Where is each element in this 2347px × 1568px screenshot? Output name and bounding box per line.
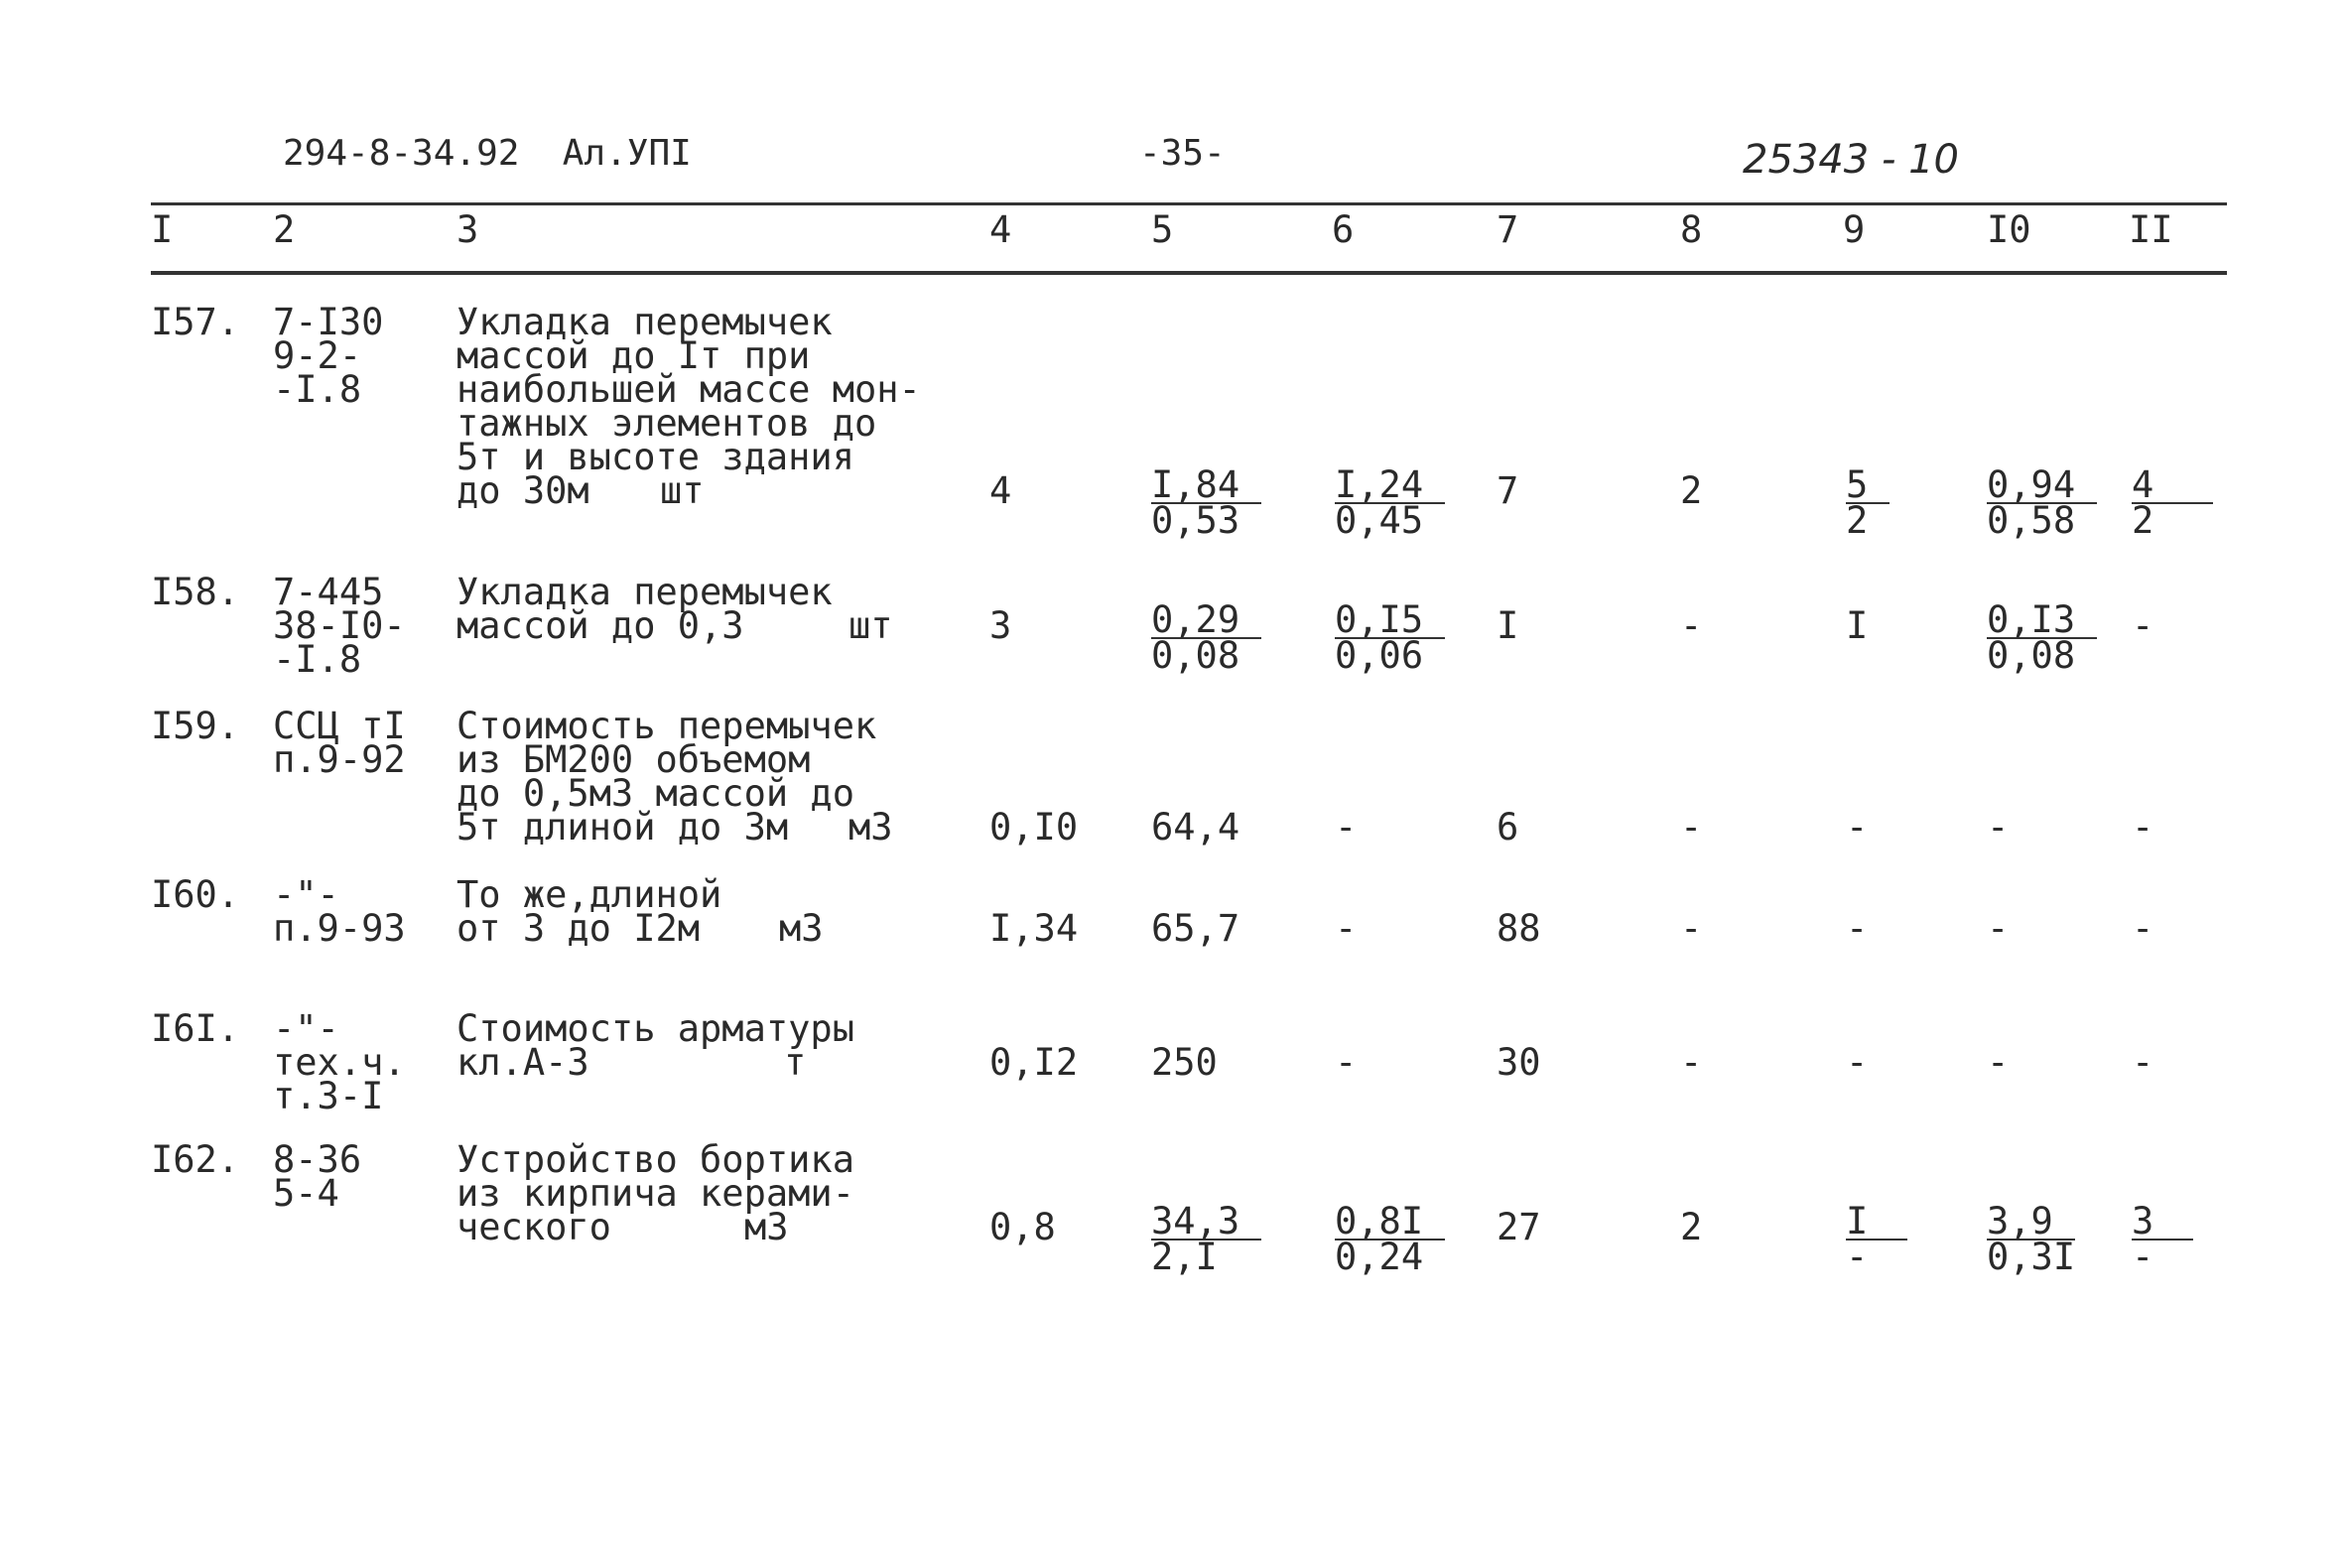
cell-c11: - xyxy=(2132,806,2154,849)
column-header: 4 xyxy=(989,208,1012,251)
row-number: I57. xyxy=(151,301,240,343)
cell-c9: I xyxy=(1846,604,1869,647)
row-number: I62. xyxy=(151,1138,240,1181)
fraction-numerator: 0,I5 xyxy=(1335,603,1445,639)
cell-c11-fraction xyxy=(2132,463,2213,542)
row-number: I58. xyxy=(151,571,240,613)
row-unit: т xyxy=(784,1041,807,1084)
fraction-numerator: 4 xyxy=(2132,468,2213,504)
row-description: То же,длиной от 3 до I2м xyxy=(456,873,722,950)
cell-c7: 6 xyxy=(1497,806,1519,849)
fraction-numerator: 0,94 xyxy=(1987,468,2097,504)
fraction-numerator: 0,I3 xyxy=(1987,603,2097,639)
table-header-rule xyxy=(151,271,2227,275)
cell-c11: - xyxy=(2132,907,2154,950)
row-unit: м3 xyxy=(744,1206,789,1248)
fraction-denominator: 0,53 xyxy=(1151,499,1240,542)
cell-c11: - xyxy=(2132,1041,2154,1084)
column-header: II xyxy=(2129,208,2173,251)
row-unit: м3 xyxy=(779,907,824,950)
cell-c10-fraction xyxy=(1987,463,2097,542)
row-description: Стоимость перемычек из БМ200 объемом до 0,5м3 массой до 5т длиной до 3м xyxy=(456,705,877,849)
fraction-denominator: 0,08 xyxy=(1987,634,2076,677)
row-number: I60. xyxy=(151,873,240,916)
cell-c5: 65,7 xyxy=(1151,907,1240,950)
fraction-numerator: I xyxy=(1846,1205,1907,1241)
cell-c8: 2 xyxy=(1680,1206,1703,1248)
cell-c10: - xyxy=(1987,806,2010,849)
fraction-denominator: - xyxy=(1846,1236,1869,1278)
cell-c7: 7 xyxy=(1497,469,1519,512)
fraction-denominator: 0,06 xyxy=(1335,634,1424,677)
fraction-denominator: 0,58 xyxy=(1987,499,2076,542)
fraction-denominator: 0,3I xyxy=(1987,1236,2076,1278)
cell-c7: I xyxy=(1497,604,1519,647)
column-header: 5 xyxy=(1151,208,1174,251)
cell-c5-fraction xyxy=(1151,1200,1261,1278)
cell-c6-fraction xyxy=(1335,598,1445,677)
column-header: I xyxy=(151,208,174,251)
cell-c8: - xyxy=(1680,1041,1703,1084)
row-code: ССЦ тI п.9-92 xyxy=(273,705,406,781)
cell-c6-fraction xyxy=(1335,1200,1445,1278)
cell-c10: - xyxy=(1987,1041,2010,1084)
fraction-numerator: I,24 xyxy=(1335,468,1445,504)
row-unit: м3 xyxy=(848,806,893,849)
fraction-numerator: 3 xyxy=(2132,1205,2193,1241)
column-header: 6 xyxy=(1332,208,1355,251)
table-top-rule xyxy=(151,202,2227,205)
page-number: -35- xyxy=(1139,133,1226,174)
cell-c10-fraction xyxy=(1987,1200,2076,1278)
row-description: Укладка перемычек массой до Iт при наибольшей массе мон- тажных элементов до 5т и высоте здания до 30м xyxy=(456,301,921,512)
cell-c4: I,34 xyxy=(989,907,1079,950)
row-description: Устройство бортика из кирпича керами- ческого xyxy=(456,1138,854,1248)
column-header: I0 xyxy=(1987,208,2031,251)
cell-c8: - xyxy=(1680,907,1703,950)
cell-c8: - xyxy=(1680,604,1703,647)
cell-c6: - xyxy=(1335,806,1358,849)
handwritten-number: 25343 - 10 xyxy=(1743,137,1960,183)
row-code: 8-36 5-4 xyxy=(273,1138,362,1215)
column-header: 8 xyxy=(1680,208,1703,251)
row-code: -"- п.9-93 xyxy=(273,873,406,950)
fraction-denominator: 2,I xyxy=(1151,1236,1218,1278)
cell-c11-fraction xyxy=(2132,1200,2193,1278)
cell-c4: 0,I2 xyxy=(989,1041,1079,1084)
fraction-denominator: 0,08 xyxy=(1151,634,1240,677)
cell-c4: 3 xyxy=(989,604,1012,647)
cell-c8: 2 xyxy=(1680,469,1703,512)
cell-c4: 4 xyxy=(989,469,1012,512)
cell-c10-fraction xyxy=(1987,598,2097,677)
fraction-numerator: I,84 xyxy=(1151,468,1261,504)
row-number: I6I. xyxy=(151,1007,240,1050)
fraction-numerator: 3,9 xyxy=(1987,1205,2075,1241)
fraction-denominator: 2 xyxy=(1846,499,1869,542)
cell-c4: 0,I0 xyxy=(989,806,1079,849)
cell-c5-fraction xyxy=(1151,463,1261,542)
cell-c8: - xyxy=(1680,806,1703,849)
cell-c5-fraction xyxy=(1151,598,1261,677)
cell-c9-fraction xyxy=(1846,1200,1907,1278)
column-header: 3 xyxy=(456,208,479,251)
cell-c11: - xyxy=(2132,604,2154,647)
cell-c9: - xyxy=(1846,907,1869,950)
row-unit: шт xyxy=(660,469,705,512)
cell-c7: 30 xyxy=(1497,1041,1541,1084)
document-code: 294-8-34.92 Ал.УПI xyxy=(283,133,692,174)
cell-c10: - xyxy=(1987,907,2010,950)
fraction-numerator: 0,29 xyxy=(1151,603,1261,639)
fraction-numerator: 5 xyxy=(1846,468,1890,504)
cell-c5: 64,4 xyxy=(1151,806,1240,849)
row-unit: шт xyxy=(848,604,893,647)
cell-c7: 27 xyxy=(1497,1206,1541,1248)
row-code: 7-445 38-I0- -I.8 xyxy=(273,571,406,681)
cell-c6: - xyxy=(1335,1041,1358,1084)
cell-c6: - xyxy=(1335,907,1358,950)
row-number: I59. xyxy=(151,705,240,747)
cell-c7: 88 xyxy=(1497,907,1541,950)
cell-c5: 250 xyxy=(1151,1041,1218,1084)
cell-c4: 0,8 xyxy=(989,1206,1056,1248)
fraction-denominator: 2 xyxy=(2132,499,2154,542)
cell-c9-fraction xyxy=(1846,463,1890,542)
cell-c9: - xyxy=(1846,1041,1869,1084)
row-description: Стоимость арматуры кл.А-3 xyxy=(456,1007,854,1084)
fraction-denominator: 0,45 xyxy=(1335,499,1424,542)
row-description: Укладка перемычек массой до 0,3 xyxy=(456,571,833,647)
column-header: 7 xyxy=(1497,208,1519,251)
cell-c9: - xyxy=(1846,806,1869,849)
fraction-denominator: - xyxy=(2132,1236,2154,1278)
fraction-denominator: 0,24 xyxy=(1335,1236,1424,1278)
fraction-numerator: 34,3 xyxy=(1151,1205,1261,1241)
row-code: -"- тех.ч. т.3-I xyxy=(273,1007,406,1117)
column-header: 2 xyxy=(273,208,296,251)
cell-c6-fraction xyxy=(1335,463,1445,542)
row-code: 7-I30 9-2- -I.8 xyxy=(273,301,384,411)
column-header: 9 xyxy=(1843,208,1866,251)
fraction-numerator: 0,8I xyxy=(1335,1205,1445,1241)
